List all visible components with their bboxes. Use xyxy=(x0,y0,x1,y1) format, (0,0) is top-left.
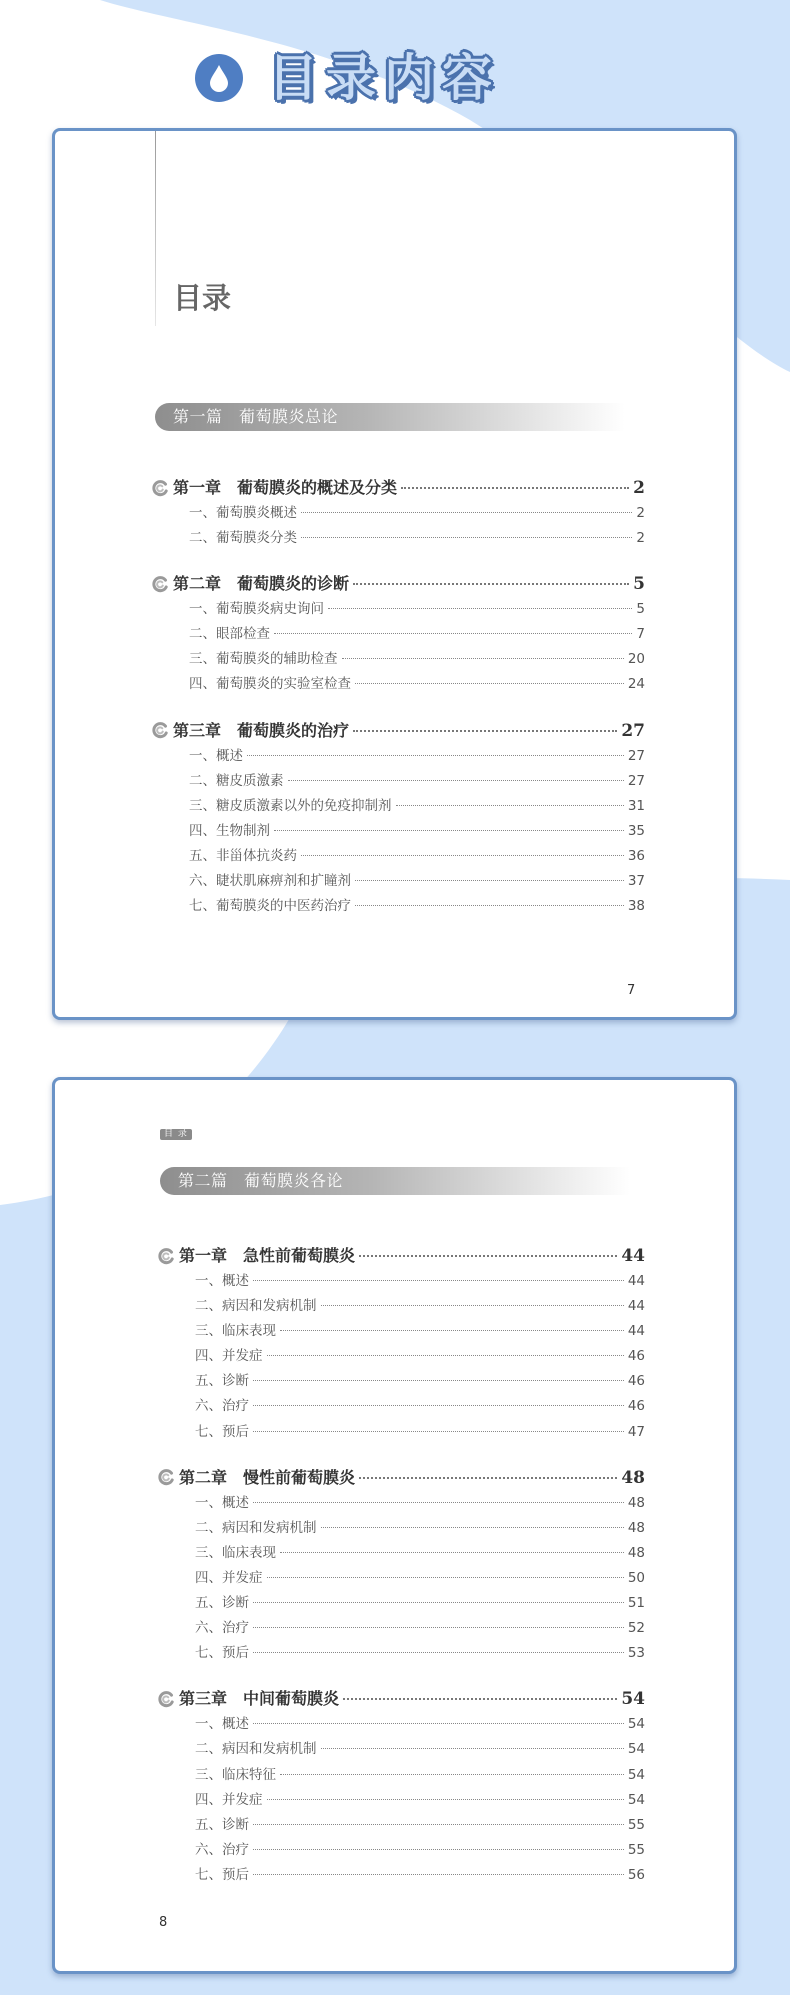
section-title: 七、预后 xyxy=(195,1866,249,1883)
section-title: 七、葡萄膜炎的中医药治疗 xyxy=(189,898,351,915)
section-entry[interactable] xyxy=(157,1591,645,1616)
section-title: 五、诊断 xyxy=(195,1373,249,1390)
section-page: 46 xyxy=(627,1348,645,1365)
dot-leader xyxy=(355,683,624,684)
section-title: 六、治疗 xyxy=(195,1620,249,1637)
dot-leader xyxy=(280,1774,624,1775)
dot-leader xyxy=(342,658,624,659)
swirl-bullet-icon xyxy=(157,1690,175,1708)
dot-leader xyxy=(253,1502,624,1503)
dot-leader xyxy=(253,1723,624,1724)
section-page: 54 xyxy=(627,1791,645,1808)
section-title: 五、诊断 xyxy=(195,1595,249,1612)
section-entry[interactable] xyxy=(157,1838,645,1863)
section-entry[interactable] xyxy=(157,1516,645,1541)
chapter-page: 27 xyxy=(621,720,645,741)
dot-leader xyxy=(401,487,629,489)
section-title: 五、非甾体抗炎药 xyxy=(189,847,297,864)
section-page: 54 xyxy=(627,1716,645,1733)
dot-leader xyxy=(359,1477,617,1479)
section-title: 一、葡萄膜炎概述 xyxy=(189,505,297,521)
section-title: 一、概述 xyxy=(195,1494,249,1511)
section-entry[interactable] xyxy=(157,1616,645,1641)
section-page: 48 xyxy=(627,1519,645,1536)
chapter-title: 第三章 中间葡萄膜炎 xyxy=(179,1689,340,1709)
section-title: 二、葡萄膜炎分类 xyxy=(189,530,297,547)
dot-leader xyxy=(353,583,629,585)
part-title-bar: 第一篇 葡萄膜炎总论 xyxy=(155,403,625,431)
section-title: 四、并发症 xyxy=(195,1348,263,1365)
dot-leader xyxy=(321,1527,624,1528)
section-entry[interactable] xyxy=(157,1641,645,1666)
section-entry[interactable] xyxy=(157,1491,645,1516)
section-title: 四、生物制剂 xyxy=(189,822,270,839)
section-title: 一、概述 xyxy=(195,1716,249,1733)
chapter-title: 第二章 葡萄膜炎的诊断 xyxy=(173,574,350,594)
chapter-group xyxy=(151,475,645,551)
dot-leader xyxy=(355,905,624,906)
dot-leader xyxy=(253,1431,624,1432)
section-page: 27 xyxy=(627,772,645,789)
section-title: 一、概述 xyxy=(195,1273,249,1289)
section-title: 四、并发症 xyxy=(195,1791,263,1808)
section-title: 七、预后 xyxy=(195,1423,249,1440)
section-page: 31 xyxy=(627,797,645,814)
section-page: 37 xyxy=(627,873,645,890)
decorative-vertical-line xyxy=(155,131,156,326)
chapter-page: 2 xyxy=(633,478,645,498)
section-page: 5 xyxy=(636,601,645,618)
section-page: 38 xyxy=(627,898,645,915)
dot-leader xyxy=(321,1748,624,1749)
chapter-group xyxy=(151,571,645,697)
section-entry[interactable] xyxy=(157,1269,645,1294)
section-title: 二、眼部检查 xyxy=(189,626,270,643)
section-page: 48 xyxy=(627,1544,645,1561)
dot-leader xyxy=(253,1405,624,1406)
swirl-bullet-icon xyxy=(157,1247,175,1265)
chapter-group xyxy=(151,718,645,920)
section-entry[interactable] xyxy=(157,1712,645,1737)
section-title: 三、糖皮质激素以外的免疫抑制剂 xyxy=(189,797,392,814)
section-title: 六、睫状肌麻痹剂和扩瞳剂 xyxy=(189,873,351,890)
section-title: 四、葡萄膜炎的实验室检查 xyxy=(189,676,351,693)
chapter-title: 第三章 葡萄膜炎的治疗 xyxy=(173,720,350,740)
section-title: 六、治疗 xyxy=(195,1398,249,1415)
chapter-group xyxy=(157,1243,645,1445)
chapter-entry[interactable] xyxy=(157,1686,645,1711)
section-page: 50 xyxy=(627,1569,645,1586)
dot-leader xyxy=(396,805,624,806)
chapter-page: 54 xyxy=(621,1689,645,1710)
dot-leader xyxy=(267,1799,624,1800)
dot-leader xyxy=(328,608,632,609)
section-entry[interactable] xyxy=(151,526,645,551)
section-entry[interactable] xyxy=(151,769,645,794)
dot-leader xyxy=(301,537,632,538)
section-page: 20 xyxy=(627,651,645,668)
dot-leader xyxy=(343,1698,617,1700)
section-page: 55 xyxy=(627,1841,645,1858)
section-title: 二、病因和发病机制 xyxy=(195,1298,317,1315)
section-title: 二、病因和发病机制 xyxy=(195,1741,317,1758)
section-title: 三、临床表现 xyxy=(195,1323,276,1340)
chapter-page: 48 xyxy=(621,1467,645,1488)
dot-leader xyxy=(274,830,624,831)
section-entry[interactable] xyxy=(157,1420,645,1445)
section-entry[interactable] xyxy=(151,794,645,819)
section-page: 44 xyxy=(627,1298,645,1315)
dot-leader xyxy=(253,1874,624,1875)
chapter-entry[interactable] xyxy=(151,718,645,743)
section-entry[interactable] xyxy=(151,894,645,919)
dot-leader xyxy=(253,1627,624,1628)
dot-leader xyxy=(247,755,624,756)
section-page: 2 xyxy=(636,530,645,547)
section-title: 三、临床表现 xyxy=(195,1544,276,1561)
page-number: 7 xyxy=(627,983,636,998)
chapter-page: 44 xyxy=(621,1246,645,1266)
chapter-group xyxy=(157,1686,645,1888)
chapter-entry[interactable] xyxy=(151,475,645,500)
section-page: 48 xyxy=(627,1494,645,1511)
section-title: 二、病因和发病机制 xyxy=(195,1519,317,1536)
section-entry[interactable] xyxy=(157,1737,645,1762)
toc-page-2 xyxy=(52,1077,737,1974)
section-title: 四、并发症 xyxy=(195,1569,263,1586)
section-entry[interactable] xyxy=(157,1344,645,1369)
toc-list xyxy=(151,475,645,939)
section-page: 46 xyxy=(627,1373,645,1390)
dot-leader xyxy=(274,633,632,634)
section-title: 二、糖皮质激素 xyxy=(189,772,284,789)
dot-leader xyxy=(288,780,624,781)
swirl-bullet-icon xyxy=(151,721,169,739)
section-title: 一、概述 xyxy=(189,747,243,764)
section-entry[interactable] xyxy=(151,597,645,622)
part-title-bar: 第二篇 葡萄膜炎各论 xyxy=(160,1167,630,1195)
section-entry[interactable] xyxy=(157,1319,645,1344)
dot-leader xyxy=(353,730,617,732)
chapter-title: 第一章 葡萄膜炎的概述及分类 xyxy=(173,478,398,497)
section-page: 35 xyxy=(627,822,645,839)
section-entry[interactable] xyxy=(151,844,645,869)
section-page: 55 xyxy=(627,1816,645,1833)
section-entry[interactable] xyxy=(151,647,645,672)
section-entry[interactable] xyxy=(157,1369,645,1394)
banner xyxy=(0,42,790,112)
section-title: 五、诊断 xyxy=(195,1816,249,1833)
dot-leader xyxy=(321,1305,624,1306)
swirl-bullet-icon xyxy=(151,575,169,593)
chapter-title: 第一章 急性前葡萄膜炎 xyxy=(179,1246,356,1265)
section-entry[interactable] xyxy=(151,672,645,697)
section-page: 7 xyxy=(636,626,645,643)
water-drop-icon xyxy=(195,54,243,102)
chapter-entry[interactable] xyxy=(151,571,645,596)
section-entry[interactable] xyxy=(157,1763,645,1788)
banner-title: 目录内容 xyxy=(268,49,500,107)
dot-leader xyxy=(301,855,624,856)
section-page: 53 xyxy=(627,1645,645,1662)
section-title: 七、预后 xyxy=(195,1645,249,1662)
section-page: 51 xyxy=(627,1595,645,1612)
running-header-tag: 目 录 xyxy=(160,1129,192,1140)
section-page: 44 xyxy=(627,1273,645,1289)
toc-page-1 xyxy=(52,128,737,1020)
chapter-page: 5 xyxy=(633,574,645,595)
section-entry[interactable] xyxy=(157,1394,645,1419)
section-entry[interactable] xyxy=(157,1813,645,1838)
dot-leader xyxy=(253,1280,624,1281)
section-title: 三、临床特征 xyxy=(195,1766,276,1783)
section-page: 56 xyxy=(627,1866,645,1883)
dot-leader xyxy=(301,512,632,513)
page-number: 8 xyxy=(159,1915,168,1930)
chapter-entry[interactable] xyxy=(157,1465,645,1490)
section-page: 54 xyxy=(627,1766,645,1783)
dot-leader xyxy=(253,1824,624,1825)
section-page: 54 xyxy=(627,1741,645,1758)
section-title: 三、葡萄膜炎的辅助检查 xyxy=(189,651,338,668)
section-entry[interactable] xyxy=(151,501,645,526)
dot-leader xyxy=(359,1255,617,1257)
section-page: 36 xyxy=(627,847,645,864)
dot-leader xyxy=(267,1355,624,1356)
section-page: 27 xyxy=(627,747,645,764)
dot-leader xyxy=(253,1652,624,1653)
chapter-title: 第二章 慢性前葡萄膜炎 xyxy=(179,1467,356,1487)
section-entry[interactable] xyxy=(151,622,645,647)
swirl-bullet-icon xyxy=(151,479,169,497)
section-entry[interactable] xyxy=(157,1863,645,1888)
dot-leader xyxy=(280,1552,624,1553)
toc-heading: 目录 xyxy=(173,281,232,315)
dot-leader xyxy=(267,1577,624,1578)
swirl-bullet-icon xyxy=(157,1468,175,1486)
section-entry[interactable] xyxy=(157,1294,645,1319)
section-title: 六、治疗 xyxy=(195,1841,249,1858)
section-page: 2 xyxy=(636,505,645,521)
section-entry[interactable] xyxy=(151,869,645,894)
section-page: 47 xyxy=(627,1423,645,1440)
section-page: 52 xyxy=(627,1620,645,1637)
dot-leader xyxy=(355,880,624,881)
dot-leader xyxy=(253,1380,624,1381)
dot-leader xyxy=(253,1602,624,1603)
section-page: 44 xyxy=(627,1323,645,1340)
section-page: 24 xyxy=(627,676,645,693)
dot-leader xyxy=(253,1849,624,1850)
section-title: 一、葡萄膜炎病史询问 xyxy=(189,601,324,618)
section-entry[interactable] xyxy=(157,1566,645,1591)
chapter-group xyxy=(157,1465,645,1667)
section-entry[interactable] xyxy=(151,744,645,769)
section-entry[interactable] xyxy=(157,1541,645,1566)
section-entry[interactable] xyxy=(157,1788,645,1813)
section-page: 46 xyxy=(627,1398,645,1415)
section-entry[interactable] xyxy=(151,819,645,844)
chapter-entry[interactable] xyxy=(157,1243,645,1268)
dot-leader xyxy=(280,1330,624,1331)
toc-list xyxy=(157,1243,645,1908)
